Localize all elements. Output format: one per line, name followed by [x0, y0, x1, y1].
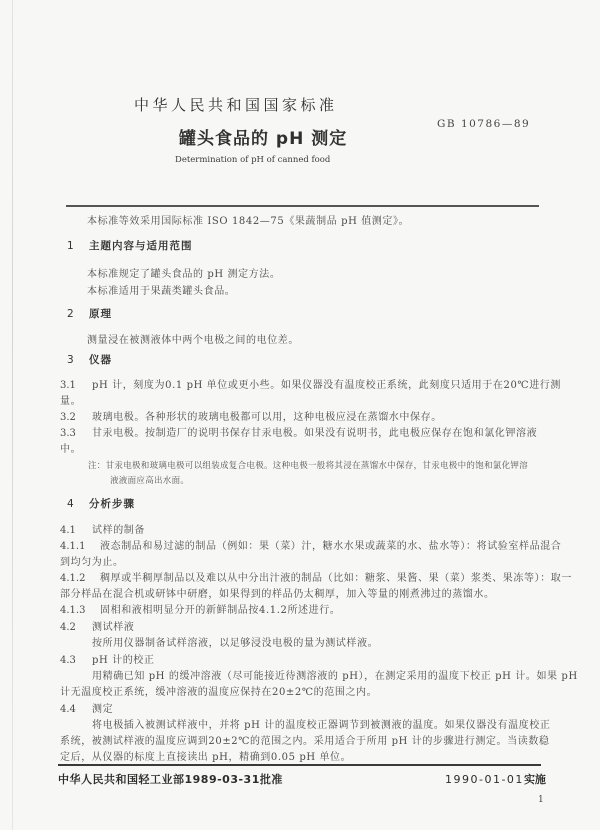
clause-4-1-3	[60, 601, 340, 616]
document-subtitle-en: Determination of pH of canned food	[175, 155, 331, 165]
clause-number: 3.3	[60, 428, 76, 439]
section-4-heading	[67, 496, 135, 511]
national-standard-title: 中华人民共和国国家标准	[134, 96, 338, 114]
section-1-paragraph-1: 本标准规定了罐头食品的 pH 测定方法。	[87, 269, 281, 280]
clause-title: 试样的制备	[92, 525, 145, 536]
clause-number: 4.3	[60, 655, 76, 666]
clause-4-1-2-line-2: 部分样品在混合机或研钵中研磨，如果得到的样品仍太稠厚，加入等量的刚煮沸过的蒸馏水。	[60, 589, 495, 600]
clause-4-3	[60, 651, 155, 666]
effective-date: 1990-01-01	[445, 773, 524, 786]
clause-4-1-2-line-1	[60, 569, 572, 584]
section-title: 原理	[89, 308, 112, 320]
clause-3-3-line-1	[60, 424, 537, 439]
clause-4-3-line-2: 计无温度校正系统，缓冲溶液的温度应保持在20±2℃的范围之内。	[60, 687, 378, 698]
scan-binding-edge	[12, 0, 13, 830]
section-1-heading	[67, 238, 193, 253]
effective-label: 实施	[523, 773, 546, 786]
clause-4-2-text: 按所用仪器制备试样溶液，以足够浸没电极的量为测试样液。	[92, 638, 379, 649]
clause-3-1-line-2: 量。	[60, 396, 82, 407]
note-line-1: 注：甘汞电极和玻璃电极可以组装成复合电极。这种电极一般将其浸在蒸馏水中保存，甘汞电极中的饱和氯化钾溶	[88, 461, 529, 471]
page-number: 1	[538, 795, 544, 805]
clause-number: 3.1	[60, 380, 76, 391]
clause-text: 玻璃电极。各种形状的玻璃电极都可以用，这种电极应浸在蒸馏水中保存。	[92, 412, 442, 423]
clause-number: 4.2	[60, 622, 76, 633]
approval-statement: 中华人民共和国轻工业部1989-03-31批准	[58, 773, 283, 786]
clause-number: 4.1.2	[60, 573, 86, 584]
clause-4-3-line-1: 用精确已知 pH 的缓冲溶液（尽可能接近待测溶液的 pH），在测定采用的温度下校正 pH 计。如果 pH	[92, 671, 578, 682]
clause-number: 4.1.3	[60, 605, 86, 616]
clause-4-1-1-line-1	[60, 537, 561, 552]
clause-4-1-1-line-2: 到均匀为止。	[60, 557, 124, 568]
clause-text: 稠厚或半稠厚制品以及难以从中分出汁液的制品（比如：糖浆、果酱、果（菜）浆类、果冻等）：取一	[100, 573, 572, 584]
clause-4-4	[60, 700, 113, 715]
clause-number: 3.2	[60, 412, 76, 423]
section-number: 4	[67, 498, 75, 510]
clause-number: 4.1.1	[60, 541, 86, 552]
section-title: 仪器	[89, 354, 112, 366]
clause-4-4-line-1: 将电极插入被测试样液中，并将 pH 计的温度校正器调节到被测液的温度。如果仪器没有温度校正	[92, 720, 551, 731]
clause-4-2	[60, 618, 134, 633]
clause-4-4-line-3: 定后，从仪器的标度上直接读出 pH，精确到0.05 pH 单位。	[60, 752, 352, 763]
clause-text: pH 计，刻度为0.1 pH 单位或更小些。如果仪器没有温度校正系统，此刻度只适用于在20℃进行测	[92, 380, 561, 391]
intro-paragraph: 本标准等效采用国际标准 ISO 1842—75《果蔬制品 pH 值测定》。	[87, 216, 410, 227]
clause-title: pH 计的校正	[92, 655, 155, 666]
clause-4-4-line-2: 系统，被测试样液的温度应调到20±2℃的范围之内。采用适合于所用 pH 计的步骤进行测定。当读数稳	[60, 736, 550, 747]
section-2-paragraph-1: 测量浸在被测液体中两个电极之间的电位差。	[87, 335, 299, 346]
footer-divider	[58, 764, 541, 766]
clause-title: 测定	[92, 704, 114, 715]
clause-text: 固相和液相明显分开的新鲜制品按4.1.2所述进行。	[100, 605, 341, 616]
clause-3-1-line-1	[60, 376, 561, 391]
section-title: 主题内容与适用范围	[89, 240, 193, 252]
section-3-heading	[67, 352, 112, 367]
clause-number: 4.4	[60, 704, 76, 715]
section-number: 3	[67, 354, 75, 366]
section-title: 分析步骤	[89, 498, 135, 510]
clause-text: 甘汞电极。按制造厂的说明书保存甘汞电极。如果没有说明书，此电极应保存在饱和氯化钾溶液	[92, 428, 538, 439]
section-number: 1	[67, 240, 75, 252]
section-number: 2	[67, 308, 75, 320]
clause-text: 液态制品和易过滤的制品（例如：果（菜）汁，糖水水果或蔬菜的水、盐水等）：将试验室样品混合	[100, 541, 562, 552]
section-2-heading	[67, 306, 112, 321]
document-title: 罐头食品的 pH 测定	[179, 129, 348, 149]
header-divider	[66, 205, 539, 207]
note-line-2: 液液面应高出水面。	[110, 476, 190, 486]
clause-4-1	[60, 521, 145, 536]
clause-number: 4.1	[60, 525, 76, 536]
effective-date-statement	[445, 771, 546, 787]
clause-3-2	[60, 408, 442, 423]
standard-number: GB 10786—89	[437, 118, 531, 130]
clause-title: 测试样液	[92, 622, 135, 633]
clause-3-3-line-2: 中。	[60, 444, 82, 455]
section-1-paragraph-2: 本标准适用于果蔬类罐头食品。	[87, 286, 236, 297]
